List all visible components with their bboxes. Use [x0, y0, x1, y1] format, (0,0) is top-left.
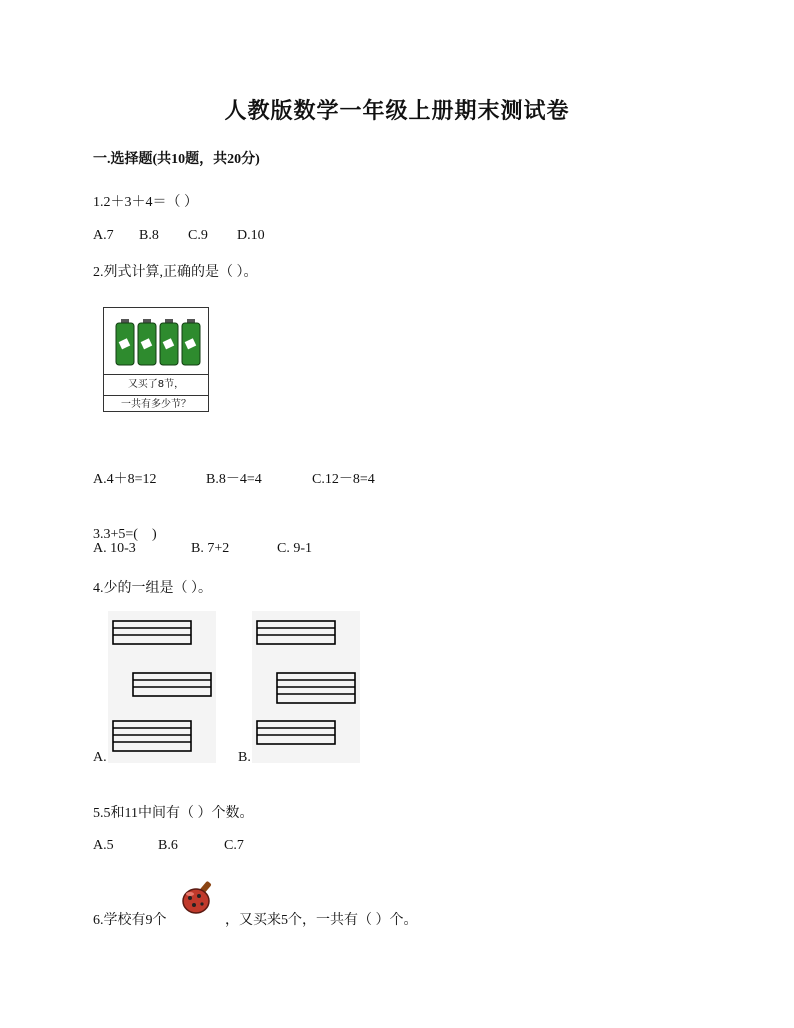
question-2-options [93, 468, 375, 488]
option-c: C.12－8=4 [312, 472, 375, 487]
option-b: B.8 [139, 228, 159, 243]
figure-caption-2: 一共有多少节？ [104, 395, 208, 413]
option-a: A.7 [93, 228, 114, 243]
question-3-options [93, 541, 312, 557]
option-a-label: A. [93, 750, 107, 765]
option-b: B. 7+2 [191, 541, 230, 556]
line-stack [257, 621, 335, 644]
option-c: C.9 [188, 228, 208, 243]
line-stack [113, 621, 191, 644]
option-a: A. 10-3 [93, 541, 136, 556]
question-5-options [93, 838, 244, 854]
section-heading: 一.选择题(共10题，共20分) [93, 152, 260, 167]
option-b-label: B. [238, 750, 251, 765]
batteries-image [104, 308, 208, 374]
stack-outline [113, 721, 191, 751]
stack-outline [277, 673, 355, 703]
stack-outline [257, 621, 335, 644]
group-a-stacks [108, 611, 216, 763]
option-b: B.6 [158, 838, 178, 853]
batteries-figure [103, 307, 209, 412]
figure-caption-1: 又买了8节， [104, 374, 208, 395]
question-6-stem-before: 6.学校有9个 [93, 913, 167, 928]
option-b: B.8－4=4 [206, 472, 262, 487]
stack-outline [113, 621, 191, 644]
option-c: C. 9-1 [277, 541, 312, 556]
line-stack [133, 673, 211, 696]
stack-outline [257, 721, 335, 744]
option-a: A.5 [93, 838, 114, 853]
group-b-stacks [252, 611, 360, 763]
option-a: A.4＋8=12 [93, 472, 157, 487]
question-1-stem: 1.2＋3＋4＝（ ） [93, 195, 198, 210]
question-3-stem: 3.3+5=( ) [93, 527, 157, 542]
question-2-stem: 2.列式计算,正确的是（ ）。 [93, 265, 258, 280]
question-5-stem: 5.5和11中间有（ ）个数。 [93, 806, 254, 821]
stack-outline [133, 673, 211, 696]
line-stack [277, 673, 355, 703]
question-6-stem-after: ，又买来5个，一共有（ ）个。 [225, 913, 418, 928]
page-title: 人教版数学一年级上册期末测试卷 [224, 98, 570, 123]
line-stack [257, 721, 335, 744]
option-c: C.7 [224, 838, 244, 853]
line-stack [113, 721, 191, 751]
question-4-stem: 4.少的一组是（ ）。 [93, 581, 212, 596]
question-1-options [93, 228, 265, 244]
option-d: D.10 [237, 228, 265, 243]
ping-pong-paddle-icon [178, 878, 218, 918]
